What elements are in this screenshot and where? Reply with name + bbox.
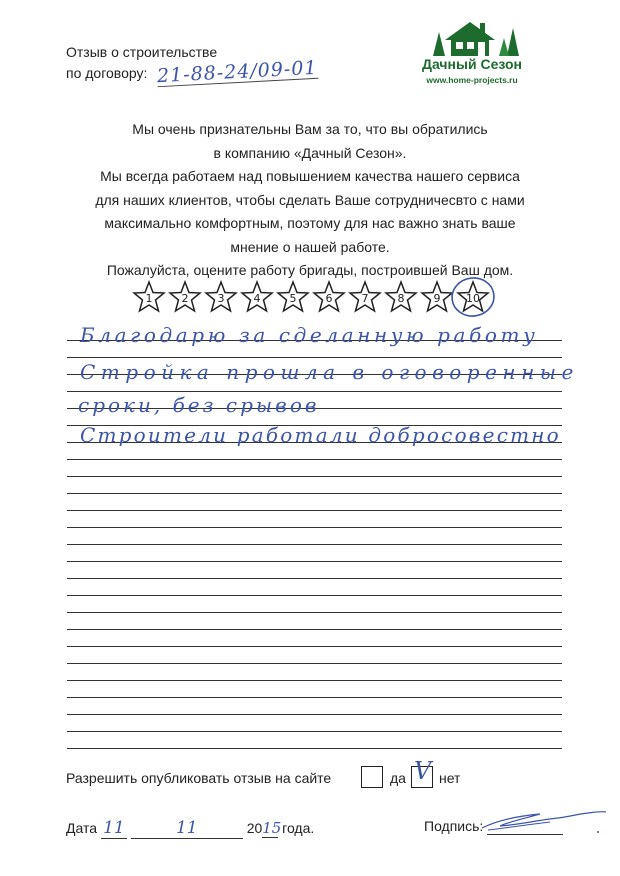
signature-label: Подпись: <box>424 818 484 834</box>
publish-yes-label: да <box>390 770 406 786</box>
rating-star-3[interactable] <box>204 280 238 314</box>
publish-question: Разрешить опубликовать отзыв на сайте <box>66 770 332 786</box>
company-logo <box>422 18 525 108</box>
ruled-line <box>67 646 562 647</box>
intro-line: Мы очень признательны Вам за то, что вы обратились <box>132 121 488 137</box>
ruled-line <box>67 578 562 579</box>
review-line: Стройка прошла в оговоренные <box>80 360 579 384</box>
ruled-line <box>67 629 562 630</box>
star-number: 9 <box>433 292 441 305</box>
date-label: Дата <box>66 820 98 836</box>
ruled-line <box>67 697 562 698</box>
rating-stars <box>130 280 500 314</box>
intro-text <box>40 118 580 283</box>
intro-line: Пожалуйста, оцените работу бригады, построившей Ваш дом. <box>106 262 514 278</box>
contract-label: по договору: <box>66 65 148 81</box>
ruled-line <box>67 459 562 460</box>
review-line: сроки, без срывов <box>78 393 320 417</box>
star-number: 2 <box>181 292 189 305</box>
star-number: 5 <box>289 292 297 305</box>
rating-star-1[interactable] <box>132 280 166 314</box>
ruled-line <box>67 748 562 749</box>
ruled-line <box>67 357 562 358</box>
review-title-line1: Отзыв о строительстве <box>66 44 218 60</box>
rating-star-4[interactable] <box>240 280 274 314</box>
review-line: Строители работали добросовестно <box>80 423 561 447</box>
ruled-line <box>67 544 562 545</box>
ruled-line <box>67 527 562 528</box>
publish-yes-checkbox[interactable] <box>361 766 383 788</box>
ruled-line <box>67 391 562 392</box>
ruled-line <box>67 476 562 477</box>
checkmark: V <box>414 757 432 785</box>
star-number: 1 <box>145 292 153 305</box>
publish-no-checkbox[interactable] <box>411 757 433 788</box>
star-number: 8 <box>397 292 405 305</box>
rating-star-7[interactable] <box>348 280 382 314</box>
ruled-line <box>67 595 562 596</box>
intro-line: максимально комфортным, поэтому для нас важно знать ваше <box>104 215 516 231</box>
ruled-line <box>67 561 562 562</box>
contract-number: 21-88-24/09-01 <box>156 56 319 88</box>
date-day-field[interactable] <box>101 818 127 839</box>
ruled-line <box>67 714 562 715</box>
ruled-line <box>67 663 562 664</box>
signature-scribble-icon <box>478 808 608 838</box>
review-title <box>66 42 319 88</box>
rating-star-6[interactable] <box>312 280 346 314</box>
date-day: 11 <box>103 818 125 838</box>
ruled-line <box>67 510 562 511</box>
date-month: 11 <box>175 818 198 838</box>
ruled-line <box>67 731 562 732</box>
date-year-prefix: 20 <box>246 820 263 836</box>
date-row <box>66 818 314 839</box>
logo-url: www.home-projects.ru <box>426 75 518 85</box>
review-line: Благодарю за сделанную работу <box>80 323 539 347</box>
house-logo-icon <box>425 18 525 58</box>
intro-line: мнение о нашей работе. <box>230 238 390 255</box>
star-number: 10 <box>466 292 480 305</box>
intro-line: для наших клиентов, чтобы сделать Ваше сотрудничесвто с нами <box>95 191 525 208</box>
rating-star-5[interactable] <box>276 280 310 314</box>
star-number: 7 <box>361 292 369 305</box>
star-number: 3 <box>217 292 225 305</box>
rating-star-2[interactable] <box>168 280 202 314</box>
star-number: 4 <box>253 292 261 305</box>
date-month-field[interactable] <box>131 818 243 839</box>
date-year: 15 <box>262 819 282 837</box>
ruled-line <box>67 612 562 613</box>
star-number: 6 <box>325 292 333 305</box>
intro-line: в компанию «Дачный Сезон». <box>213 144 407 161</box>
rating-star-9[interactable] <box>420 280 454 314</box>
logo-brand: Дачный Сезон <box>422 56 522 72</box>
date-year-field[interactable] <box>262 819 282 838</box>
ruled-line <box>67 493 562 494</box>
contract-label-row <box>66 56 319 88</box>
selected-circle-icon <box>450 274 498 320</box>
rating-star-8[interactable] <box>384 280 418 314</box>
intro-line: Мы всегда работаем над повышением качества нашего сервиса <box>100 168 520 184</box>
ruled-line <box>67 680 562 681</box>
publish-no-label: нет <box>439 770 461 786</box>
date-year-word: года. <box>282 820 315 836</box>
